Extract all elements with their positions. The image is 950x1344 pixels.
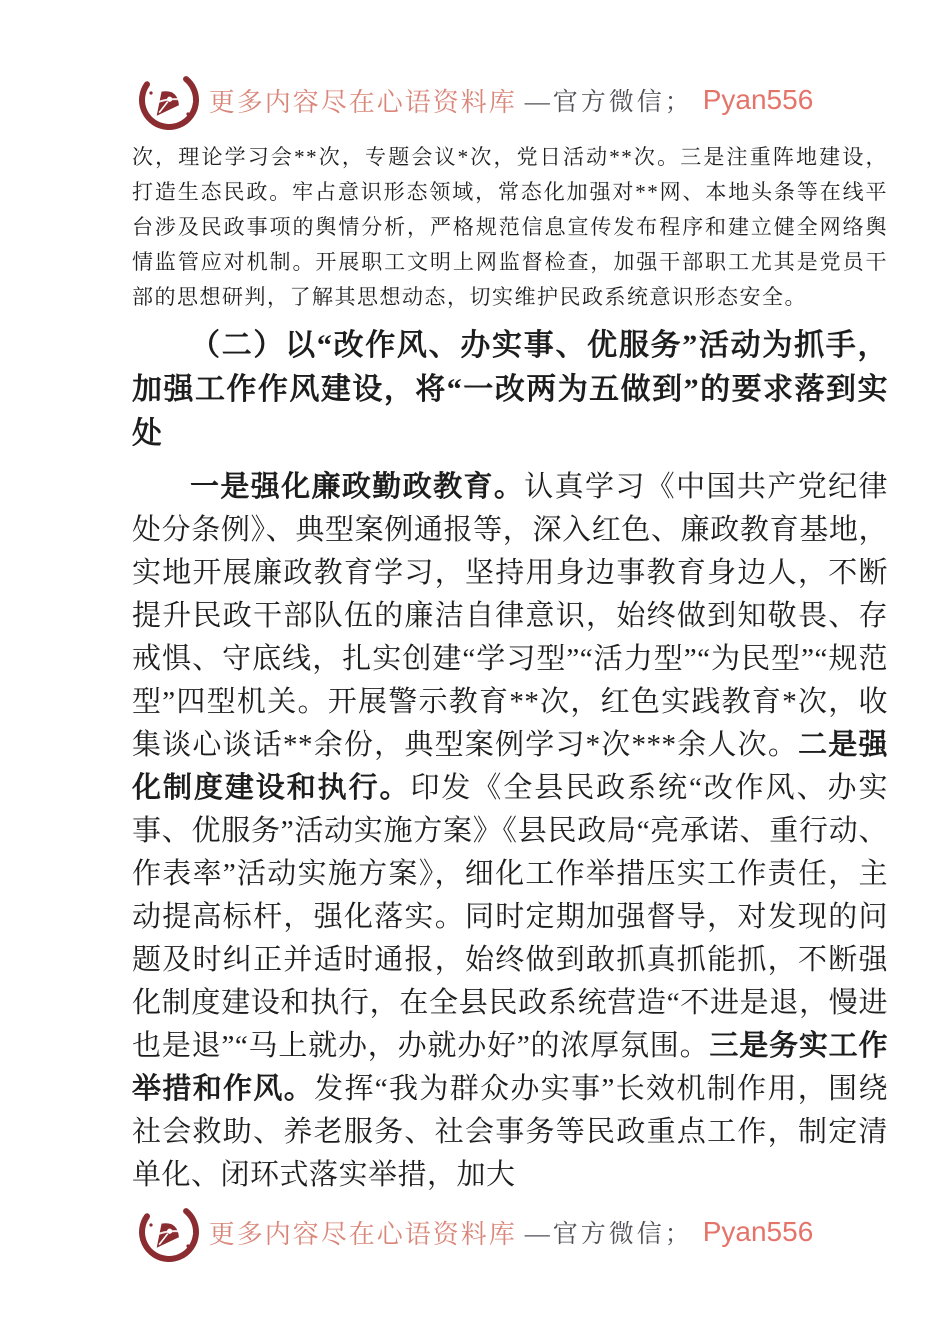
document-body xyxy=(132,140,888,1197)
emphasis-point-1: 一是强化廉政勤政教育。 xyxy=(190,471,525,503)
brand-site-text: 更多内容尽在心语资料库 xyxy=(208,1219,517,1249)
section-heading: （二）以“改作风、办实事、优服务”活动为抓手，加强工作作风建设，将“一改两为五做到”的要求落到实处 xyxy=(132,329,888,450)
section-paragraph xyxy=(132,466,888,1197)
watermark-header xyxy=(0,68,950,132)
emphasis-point-2: 二是强化制度建设和执行。 xyxy=(132,729,888,804)
emphasis-point-3: 三是务实工作举措和作风。 xyxy=(132,1030,888,1105)
wechat-id: Pyan556 xyxy=(702,84,814,115)
body-text-1: 认真学习《中国共产党纪律处分条例》、典型案例通报等，深入红色、廉政教育基地，实地开展廉政教育学习，坚持用身边事教育身边人，不断提升民政干部队伍的廉洁自律意识，始终做到知敬畏、存戒惧、守底线，扎实创建“学习型”“活力型”“为民型”“规范型”四型机关。开展警示教育**次，红色实践教育*次，收集谈心谈话**余份，典型案例学习*次***余人次。 xyxy=(132,471,888,761)
body-text-3: 发挥“我为群众办实事”长效机制作用，围绕社会救助、养老服务、社会事务等民政重点工作，制定清单化、闭环式落实举措，加大 xyxy=(132,1073,888,1191)
wechat-label: —官方微信； xyxy=(524,89,693,116)
wechat-id: Pyan556 xyxy=(702,1216,814,1247)
brand-site-text: 更多内容尽在心语资料库 xyxy=(208,87,517,117)
body-text-2: 印发《全县民政系统“改作风、办实事、优服务”活动实施方案》《县民政局“亮承诺、重行动、作表率”活动实施方案》，细化工作举措压实工作责任，主动提高标杆，强化落实。同时定期加强督导，对发现的问题及时纠正并适时通报，始终做到敢抓真抓能抓，不断强化制度建设和执行，在全县民政系统营造“不进是退，慢进也是退”“马上就办，办就办好”的浓厚氛围。 xyxy=(132,772,888,1062)
watermark-footer xyxy=(0,1200,950,1264)
continuation-paragraph: 次，理论学习会**次，专题会议*次，党日活动**次。三是注重阵地建设，打造生态民政。牢占意识形态领域，常态化加强对**网、本地头条等在线平台涉及民政事项的舆情分析，严格规范信息宣传发布程序和建立健全网络舆情监管应对机制。开展职工文明上网监督检查，加强干部职工尤其是党员干部的思想研判，了解其思想动态，切实维护民政系统意识形态安全。 xyxy=(132,145,888,309)
pen-circle-logo-icon xyxy=(137,1200,201,1264)
wechat-label: —官方微信； xyxy=(524,1221,693,1248)
pen-circle-logo-icon xyxy=(137,68,201,132)
